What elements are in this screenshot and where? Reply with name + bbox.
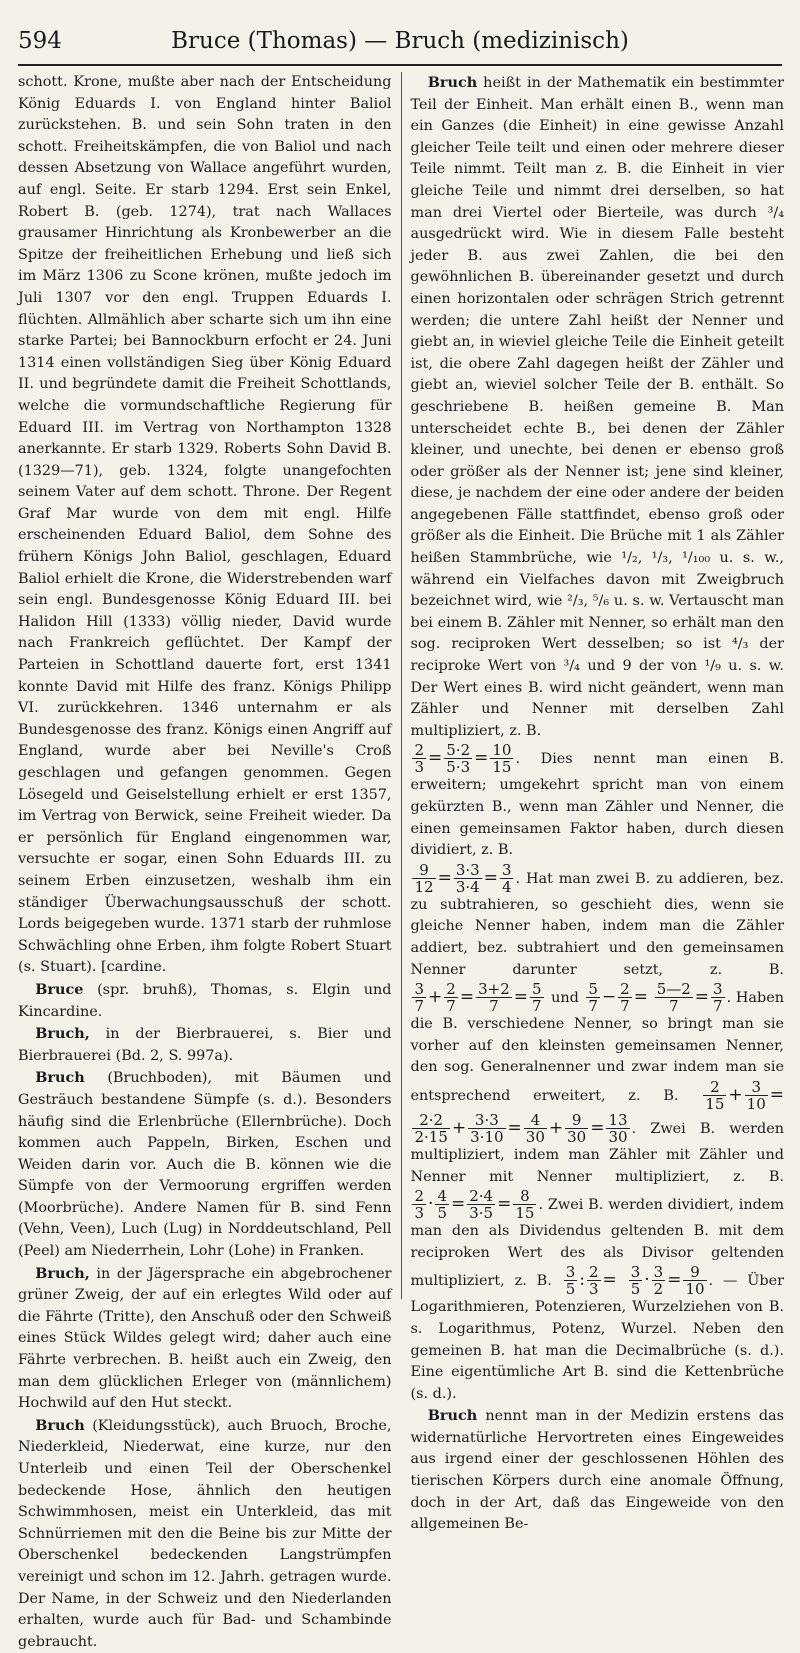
entry-bruch-kleidungsstueck: Bruch (Kleidungsstück), auch Bruoch, Broche, Niederkleid, Niederwat, eine kurze, nur den Unterleib und einen Teil der Oberschenkel bedeckende Hose, ähnlich den heutigen Schwimmhosen, meist ein Unterkleid, das mit Schnürriemen mit den die Beine bis zur Mitte der Oberschenkel bedeckenden Langstrümpfen vereinigt und schon im 12. Jahrh. getragen wurde. Der Name, in der Schweiz und den Niederlanden erhalten, wurde auch für Bad- und Schambinde gebraucht.	[18, 1416, 392, 1650]
equation-erweitern: $\frac{2}{3}$ = $\frac{5\cdot 2}{5\cdot 3}$ = $\frac{10}{15}$	[414, 741, 512, 777]
page-number: 594	[18, 28, 62, 54]
column-divider	[401, 72, 402, 1299]
equation-generalnenner: $\frac{2}{15}$ + $\frac{3}{10}$ =	[705, 1077, 785, 1113]
equation-division: $\frac{3}{5}$ : $\frac{2}{3}$ =	[565, 1263, 617, 1299]
headword: Bruch	[427, 1407, 478, 1425]
headword: Bruce	[35, 980, 84, 998]
entry-bruch-mathematik: Bruch heißt in der Mathematik ein bestimmter Teil der Einheit. Man erhält einen B., wenn man ein Ganzes (die Einheit) in eine gewisse Anzahl gleicher Teile teilt und einen oder mehrere dieser Teile nimmt. Teilt man z. B. die Einheit in vier gleiche Teile und nimmt drei derselben, so hat man drei Viertel oder Bierteile, was durch ³/₄ ausgedrückt wird. Wie in diesem Falle besteht jeder B. aus zwei Zahlen, die bei den gewöhnlichen B. übereinander gesetzt und durch einen horizontalen oder schrägen Strich getrennt werden; die untere Zahl heißt der Nenner und giebt an, in wieviel gleiche Teile die Einheit geteilt ist, die obere Zahl dagegen heißt der Zähler und giebt an, wieviel solcher Teile der B. enthält. So geschriebene B. heißen gemeine B. Man unterscheidet echte B., bei denen der Zähler kleiner, und unechte, bei denen er ebenso groß oder größer als der Nenner ist; jene sind kleiner, diese, je nachdem der eine oder andere der beiden angegebenen Fälle stattfindet, ebenso groß oder größer als die Einheit. Die Brüche mit 1 als Zähler heißen Stammbrüche, wie ¹/₂, ¹/₃, ¹/₁₀₀ u. s. w., während ein Vielfaches davon mit Zweigbruch bezeichnet wird, wie ²/₃, ⁵/₆ u. s. w. Vertauscht man bei einem B. Zähler mit Nenner, so erhält man den sog. reciproken Wert desselben; so ist ⁴/₃ der reciproke Wert von ³/₄ und 9 der von ¹/₉ u. s. w. Der Wert eines B. wird nicht geändert, wenn man Zähler und Nenner mit derselben Zahl multipliziert, z. B.	[410, 74, 784, 739]
entry-bruch-bierbrauerei: Bruch, in der Bierbrauerei, s. Bier und Bierbrauerei (Bd. 2, S. 997a).	[18, 1025, 392, 1064]
page-header	[18, 28, 782, 66]
equation-subtraction: $\frac{5—2}{7}$ = $\frac{3}{7}$	[656, 980, 723, 1016]
entry-bruch-jaegersprache: Bruch, in der Jägersprache ein abgebrochener grüner Zweig, der auf ein erlegtes Wild oder auf die Fährte (Tritte), den Anschuß oder den Schweiß eines Stück Wildes gelegt wird; daher auch eine Fährte verbrechen. B. heißt auch ein Zweig, den man dem glücklichen Erleger von (männlichem) Hochwild auf den Hut steckt.	[18, 1264, 392, 1412]
text-columns	[18, 72, 785, 1650]
equation-division-2: $\frac{3}{5}$ · $\frac{3}{2}$ = $\frac{9}{10}$	[630, 1263, 705, 1299]
headword: Bruch	[35, 1416, 85, 1434]
entry-bruch-medizin: Bruch nennt man in der Medizin erstens das widernatürliche Hervortreten eines Eingeweides aus irgend einer der geschlossenen Höhlen des tierischen Körpers durch eine anomale Öffnung, doch in der Art, daß das Eingeweide von den allgemeinen Be-	[410, 1407, 784, 1533]
entry-bruce-continued: schott. Krone, mußte aber nach der Entscheidung König Eduards I. von England hinter Baliol zurückstehen. B. und sein Sohn traten in den schott. Freiheitskämpfen, die von Baliol und nach dessen Absetzung von Wallace angeführt wurden, auf engl. Seite. Er starb 1294. Erst sein Enkel, Robert B. (geb. 1274), trat nach Wallaces grausamer Hinrichtung als Kronbewerber an die Spitze der freiheitlichen Erhebung und ließ sich im März 1306 zu Scone krönen, mußte jedoch im Juli 1307 vor den engl. Truppen Eduards I. flüchten. Allmählich aber scharte sich um ihn eine starke Partei; bei Bannockburn erfocht er 24. Juni 1314 einen vollständigen Sieg über König Eduard II. und begründete damit die Freiheit Schottlands, welche die vormundschaftliche Regierung für Eduard III. im Vertrag von Northampton 1328 anerkannte. Er starb 1329. Roberts Sohn David B. (1329—71), geb. 1324, folgte unangefochten seinem Vater auf dem schott. Throne. Der Regent Graf Mar wurde von dem mit engl. Hilfe erscheinenden Eduard Baliol, dem Sohne des frühern Königs John Baliol, geschlagen, Eduard Baliol erhielt die Krone, die Widerstrebenden warf sein engl. Bundesgenosse König Eduard III. bei Halidon Hill (1333) völlig nieder, David wurde nach Frankreich geflüchtet. Der Kampf der Parteien in Schottland dauerte fort, erst 1341 konnte David mit Hilfe des franz. Königs Philipp VI. zurückkehren. 1346 unternahm er als Bundesgenosse des franz. Königs einen Angriff auf England, wurde aber bei Neville's Croß geschlagen und gefangen genommen. Gegen Lösegeld und Geiselstellung erhielt er erst 1357, im Vertrag von Berwick, seine Freiheit wieder. Da er persönlich für England eingenommen war, versuchte er sogar, einen Sohn Eduards III. zu seinem Erben einzusetzen, weshalb ihm ein ständiger Überwachungsausschuß der schott. Lords beigegeben wurde. 1371 starb der ruhmlose Schwächling ohne Erben, ihm folgte Robert Stuart (s. Stuart). [cardine.	[18, 74, 392, 976]
equation-multiplication: $\frac{2}{3}$ · $\frac{4}{5}$ = $\frac{2\cdot 4}{3\cdot 5}$ = $\frac{8}{15}$	[414, 1187, 535, 1223]
headword: Bruch,	[35, 1025, 90, 1043]
entry-bruce-thomas: Bruce (spr. bruhß), Thomas, s. Elgin und Kincardine.	[18, 980, 392, 1020]
right-column	[410, 72, 785, 1533]
equation-addition: $\frac{3}{7}$ + $\frac{2}{7}$ = $\frac{3+2}{7}$ = $\frac{5}{7}$ und $\frac{5}{7}$ − $\frac{2}{7}$ =	[414, 980, 648, 1016]
headword: Bruch,	[35, 1264, 90, 1282]
equation-block-1: $\frac{2}{3}$ = $\frac{5\cdot 2}{5\cdot 3}$ = $\frac{10}{15}$ . Dies nennt man einen B. erweitern; umgekehrt spricht man von einem gekürzten B., wenn man Zähler und Nenner, die einen gemeinsamen Faktor haben, durch diesen dividiert, z. B.	[410, 741, 784, 859]
entry-bruch-bruchboden: Bruch (Bruchboden), mit Bäumen und Gesträuch bestandene Sümpfe (s. d.). Besonders häufig sind die Erlenbrüche (Ellernbrüche). Doch kommen auch Pappeln, Birken, Eschen und Weiden darin vor. Auch die B. können wie die Sümpfe von der Vermoorung ergriffen werden (Moorbrüche). Andere Namen für B. sind Fenn (Vehn, Veen), Luch (Lug) in Norddeutschland, Pell (Peel) am Niederrhein, Lohr (Lohe) in Franken.	[18, 1069, 392, 1260]
equation-kuerzen: $\frac{9}{12}$ = $\frac{3\cdot 3}{3\cdot 4}$ = $\frac{3}{4}$	[414, 860, 512, 896]
left-column	[18, 72, 392, 1650]
headword: Bruch	[427, 74, 478, 91]
equation-generalnenner-2: $\frac{2\cdot 2}{2\cdot 15}$ + $\frac{3\cdot 3}{3\cdot 10}$ = $\frac{4}{30}$ + $\frac{9}{30}$ = $\frac{13}{30}$	[414, 1110, 628, 1146]
equation-block-2: $\frac{9}{12}$ = $\frac{3\cdot 3}{3\cdot 4}$ = $\frac{3}{4}$ . Hat man zwei B. zu addieren, bez. zu subtrahieren, so geschieht dies, wenn sie gleiche Nenner haben, indem man die Zähler addiert, bez. subtrahiert und den gemeinsamen Nenner darunter setzt, z. B. $\frac{3}{7}$ + $\frac{2}{7}$ = $\frac{3+2}{7}$ = $\frac{5}{7}$ und $\frac{5}{7}$ − $\frac{2}{7}$ = $\frac{5—2}{7}$ = $\frac{3}{7}$ . Haben die B. verschiedene Nenner, so bringt man sie vorher auf den kleinsten gemeinsamen Nenner, den sog. Generalnenner und zwar indem man sie entsprechend erweitert, z. B. $\frac{2}{15}$ + $\frac{3}{10}$ = $\frac{2\cdot 2}{2\cdot 15}$ + $\frac{3\cdot 3}{3\cdot 10}$ = $\frac{4}{30}$ + $\frac{9}{30}$ = $\frac{13}{30}$ . Zwei B. werden multipliziert, indem man Zähler mit Zähler und Nenner mit Nenner multipliziert, z. B. $\frac{2}{3}$ · $\frac{4}{5}$ = $\frac{2\cdot 4}{3\cdot 5}$ = $\frac{8}{15}$ . Zwei B. werden dividiert, indem man den als Dividendus geltenden B. mit dem reciproken Wert des als Divisor geltenden multipliziert, z. B. $\frac{3}{5}$ : $\frac{2}{3}$ = $\frac{3}{5}$ · $\frac{3}{2}$ = $\frac{9}{10}$ . — Über Logarithmieren, Potenzieren, Wurzelziehen von B. s. Logarithmus, Potenz, Wurzel. Neben den gemeinen B. hat man die Decimalbrüche (s. d.). Eine eigentümliche Art B. sind die Kettenbrüche (s. d.).	[410, 860, 785, 1402]
headword: Bruch	[35, 1069, 85, 1087]
page-title: Bruce (Thomas) — Bruch (medizinisch)	[171, 28, 629, 54]
